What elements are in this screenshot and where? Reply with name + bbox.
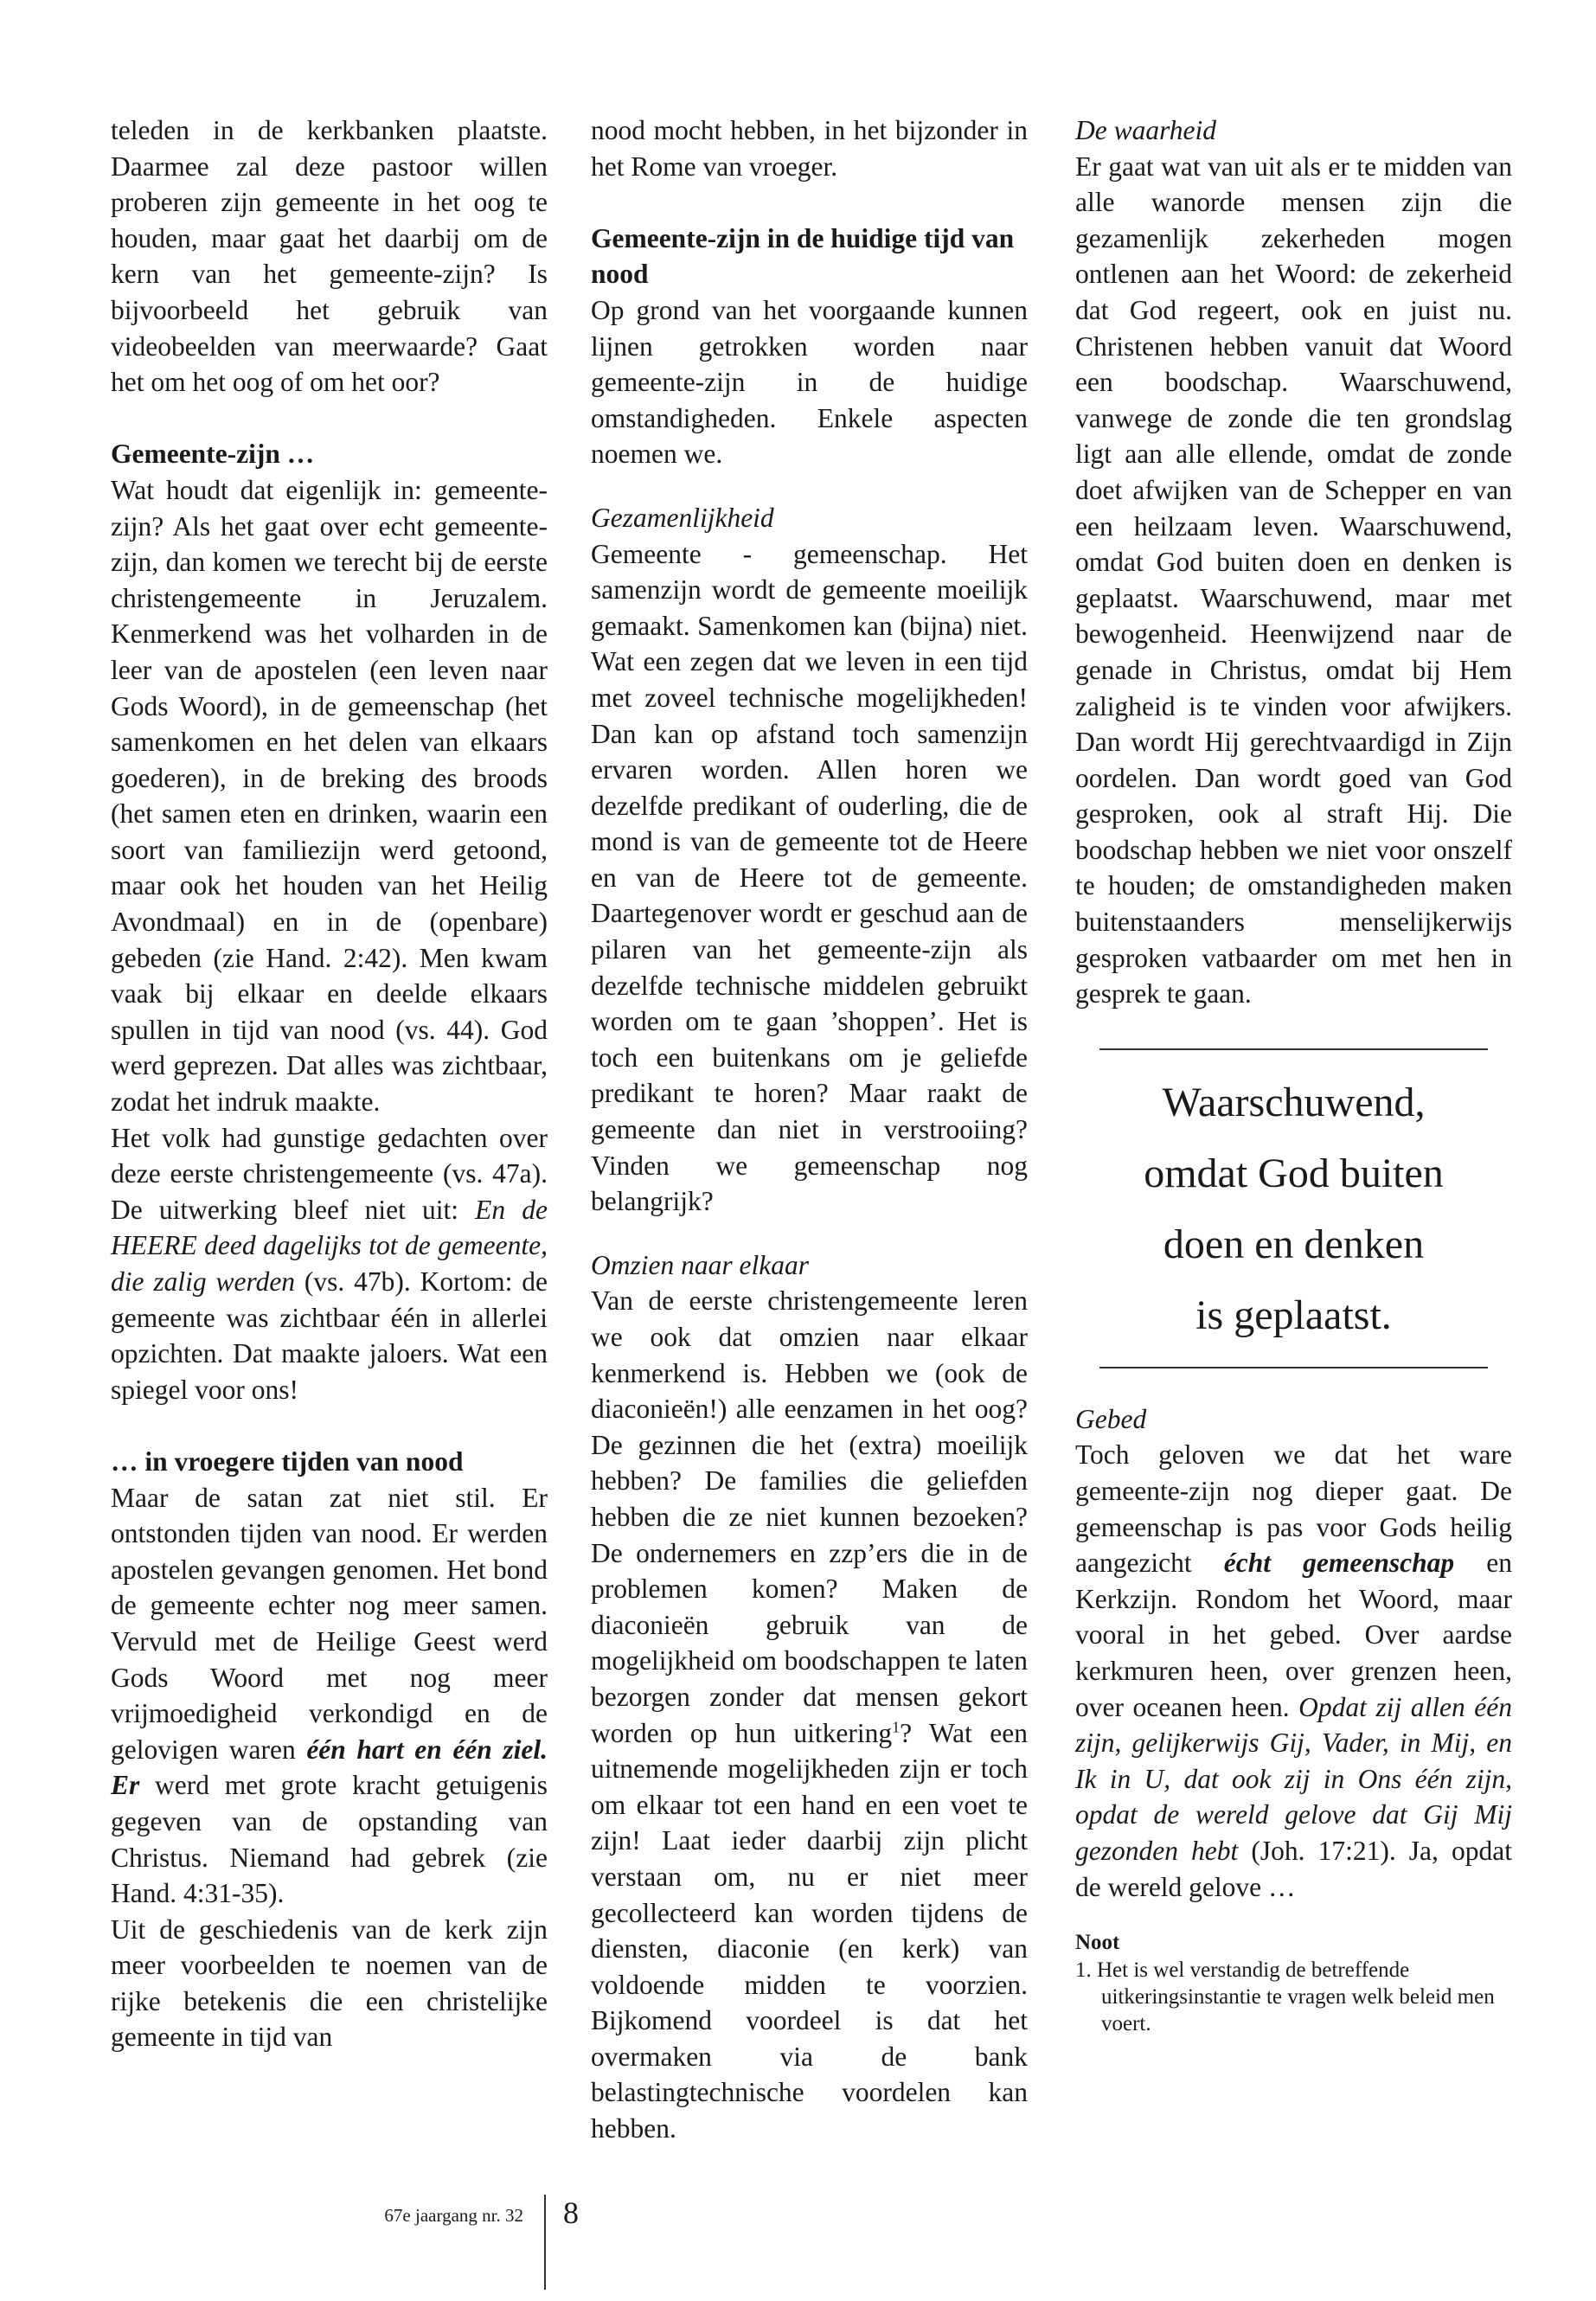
footnote: 1. Het is wel verstandig de betreffende uitkeringsinstantie te vragen welk beleid men voert. [1075,1958,1495,2036]
pull-quote-line: doen en denken [1163,1221,1425,1267]
section-heading: Gemeente-zijn … [111,439,315,470]
section-heading: Gemeente-zijn in de huidige tijd van nood [591,222,1015,290]
paragraph: Op grond van het voorgaande kunnen lijnen getrokken worden naar gemeente-zijn in de huidige omstandigheden. Enkele aspecten noemen we. [591,294,1028,470]
subheading: Omzien naar elkaar [591,1249,809,1280]
column-1 [111,112,548,2055]
emphasis: één hart en één ziel. Er [111,1734,548,1801]
footer-divider [544,2195,546,2290]
paragraph: Uit de geschiedenis van de kerk zijn meer voorbeelden te noemen van de rijke betekenis die een christelijke gemeente in tijd van [111,1913,548,2053]
paragraph: nood mocht hebben, in het bijzonder in het Rome van vroeger. [591,115,1028,182]
paragraph: teleden in de kerkbanken plaatste. Daarmee zal deze pastoor willen proberen zijn gemeente in het oog te houden, maar gaat het daarbij om de kern van het gemeente-zijn? Is bijvoorbeeld het gebruik van videobeelden van meerwaarde? Gaat het om het oog of om het oor? [111,115,548,398]
paragraph: Toch geloven we dat het ware gemeente-zijn nog dieper gaat. De gemeenschap is pas voor Gods heilig aangezicht écht gemeenschap en Kerkzijn. Rondom het Woord, maar vooral in het gebed. Over aardse kerkmuren heen, over grenzen heen, over oceanen heen. Opdat zij allen één zijn, gelijkerwijs Gij, Vader, in Mij, en Ik in U, dat ook zij in Ons één zijn, opdat de wereld gelove dat Gij Mij gezonden hebt (Joh. 17:21). Ja, opdat de wereld gelove … [1075,1439,1512,1902]
paragraph: Gemeente - gemeenschap. Het samenzijn wordt de gemeente moeilijk gemaakt. Samenkomen kan (bijna) niet. Wat een zegen dat we leven in een tijd met zoveel technische mogelijkheden! Dan kan op afstand toch samenzijn ervaren worden. Allen horen we dezelfde predikant of ouderling, die de mond is van de gemeente tot de Heere en van de Heere tot de gemeente. Daartegenover wordt er geschud aan de pilaren van het gemeente-zijn als dezelfde technische middelen gebruikt worden om te gaan ’shoppen’. Het is toch een buitenkans om je geliefde predikant te horen? Maar raakt de gemeente dan niet in verstrooiing? Vinden we gemeenschap nog belangrijk? [591,538,1028,1217]
column-3 [1075,112,1512,2037]
section-heading: … in vroegere tijden van nood [111,1445,464,1477]
paragraph: Het volk had gunstige gedachten over deze eerste christengemeente (vs. 47a). De uitwerking bleef niet uit: En de HEERE deed dagelijks tot de gemeente, die zalig werden (vs. 47b). Kortom: de gemeente was zichtbaar één in allerlei opzichten. Dat maakte jaloers. Wat een spiegel voor ons! [111,1122,548,1405]
subheading: Gezamenlijkheid [591,502,774,533]
bible-quote: En de HEERE deed dagelijks tot de gemeente, die zalig werden [111,1194,548,1297]
issue-label: 67e jaargang nr. 32 [384,2205,523,2226]
paragraph: Maar de satan zat niet stil. Er ontstonden tijden van nood. Er werden apostelen gevangen genomen. Het bond de gemeente echter nog meer samen. Vervuld met de Heilige Geest werd Gods Woord met nog meer vrijmoedigheid verkondigd en de gelovigen waren één hart en één ziel. Er werd met grote kracht getuigenis gegeven van de opstanding van Christus. Niemand had gebrek (zie Hand. 4:31-35). [111,1482,548,1909]
paragraph: Er gaat wat van uit als er te midden van alle wanorde mensen zijn die gezamenlijk zekerheden mogen ontlenen aan het Woord: de zekerheid dat God regeert, ook en juist nu. Christenen hebben vanuit dat Woord een boodschap. Waarschuwend, vanwege de zonde die ten grondslag ligt aan alle ellende, omdat de zonde doet afwijken van de Schepper en van een heilzaam leven. Waarschuwend, omdat God buiten doen en denken is geplaatst. Waarschuwend, maar met bewogenheid. Heenwijzend naar de genade in Christus, omdat bij Hem zaligheid is te vinden voor afwijkers. Dan wordt Hij gerechtvaardigd in Zijn oordelen. Dan wordt goed van God gesproken, ook al straft Hij. Die boodschap hebben we niet voor onszelf te houden; de omstandigheden maken buitenstaanders menselijkerwijs gesproken vatbaarder om met hen in gesprek te gaan. [1075,151,1512,1009]
subheading: De waarheid [1075,115,1217,145]
pull-quote [1075,1050,1512,1367]
footnote-ref[interactable]: 1 [892,1718,901,1736]
page-number: 8 [563,2195,579,2230]
paragraph: Wat houdt dat eigenlijk in: gemeente-zijn? Als het gaat over echt gemeente-zijn, dan komen we terecht bij de eerste christengemeente in Jeruzalem. Kenmerkend was het volharden in de leer van de apostelen (een leven naar Gods Woord), in de gemeenschap (het samenkomen en het delen van elkaars goederen), in de breking des broods (het samen eten en drinken, waarin een soort van familiezijn werd getoond, maar ook het houden van het Heilig Avondmaal) en in de (openbare) gebeden (zie Hand. 2:42). Men kwam vaak bij elkaar en deelde elkaars spullen in tijd van nood (vs. 44). God werd geprezen. Dat alles was zichtbaar, zodat het indruk maakte. [111,474,548,1118]
bible-quote: Opdat zij allen één zijn, gelijkerwijs Gij, Vader, in Mij, en Ik in U, dat ook zij in Ons één zijn, opdat de wereld gelove dat Gij Mij gezonden hebt [1075,1691,1512,1866]
column-2 [591,112,1028,2147]
emphasis: écht gemeenschap [1223,1548,1455,1579]
pull-quote-line: Waarschuwend, [1162,1079,1426,1125]
pull-quote-line: omdat God buiten [1144,1150,1444,1196]
paragraph: Van de eerste christengemeente leren we ook dat omzien naar elkaar kenmerkend is. Hebben we (ook de diaconieën!) alle eenzamen in het oog? De gezinnen die het (extra) moeilijk hebben? De families die geliefden hebben die ze niet kunnen bezoeken? De ondernemers en zzp’ers die in de problemen komen? Maken de diaconieën gebruik van de mogelijkheid om boodschappen te laten bezorgen zonder dat mensen gekort worden op hun uitkering$^1$? Wat een uitnemende mogelijkheden zijn er toch om elkaar tot een hand en een voet te zijn! Laat ieder daarbij zijn plicht verstaan om, nu er niet meer gecollecteerd kan worden tijdens de diensten, diaconie (en kerk) van voldoende midden te voorzien. Bijkomend voordeel is dat het overmaken via de bank belastingtechnische voordelen kan hebben. [591,1285,1028,2144]
pull-quote-line: is geplaatst. [1195,1292,1392,1338]
subheading: Gebed [1075,1403,1147,1434]
note-heading: Noot [1075,1931,1120,1955]
